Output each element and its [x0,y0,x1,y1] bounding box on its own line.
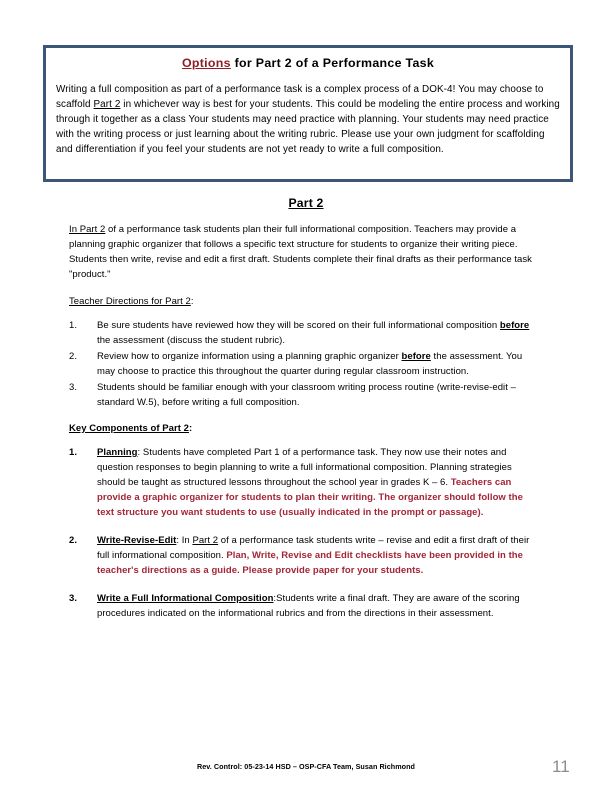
list-item-mid-underlined: Part 2 [192,535,219,546]
teacher-directions-label [69,294,541,309]
list-item-label: Write a Full Informational Composition [97,593,274,604]
list-item-number: 1. [69,320,78,331]
list-item-number: 3. [69,382,78,393]
list-item-red-text: Teachers can provide a graphic organizer for students to plan their writing. The organizer should follow the text structure you want students to use (usually indicated in the prompt or passage). [97,477,523,518]
list-item-number: 2. [69,535,78,546]
callout-body [46,71,570,157]
callout-title-emphasis: Options [181,56,231,70]
list-item-label: Planning [97,447,138,458]
main-content [69,222,541,634]
part2-section-heading: Part 2 [288,196,324,210]
callout-body-part1: Writing a full composition as part of a performance task is a complex process of a DOK-4! You may choose to scaffold [56,83,544,110]
intro-underlined-lead: In Part 2 [69,224,106,235]
list-item [69,445,541,520]
callout-box [43,45,573,182]
key-components-label-underlined: Key Components of Part 2 [69,423,189,434]
list-item-text-b: the assessment. You may choose to practice this throughout the quarter during regular classroom instruction. [97,351,523,377]
list-item-label-suffix: : [176,535,180,546]
list-item [69,318,541,348]
list-item-text-a: Review how to organize information using a planning graphic organizer [97,351,402,362]
list-item-text-a: Students should be familiar enough with your classroom writing process routine (write-revise-edit – standard W.5), before writing a full composition. [97,382,516,408]
list-item-label-suffix: : [137,447,141,458]
list-item [69,380,541,410]
list-item-label: Write-Revise-Edit [97,535,177,546]
list-item-label-suffix: : [273,593,277,604]
list-item-text-a: Be sure students have reviewed how they will be scored on their full informational composition [97,320,500,331]
key-components-label [69,421,541,436]
list-item-black-text: Students write a final draft. They are aware of the scoring procedures indicated on the informational rubrics and from the directions in their assessment. [97,593,520,619]
list-item [69,533,541,578]
page-number: 11 [552,757,570,776]
list-item-number: 1. [69,447,78,458]
list-item-red-text: Plan, Write, Revise and Edit checklists have been provided in the teacher's directions as a guide. Please provide paper for your students. [97,550,523,576]
list-item-text-b: the assessment (discuss the student rubric). [97,335,286,346]
list-item [69,591,541,621]
list-item [69,349,541,379]
list-item-black-text: Students have completed Part 1 of a performance task. They now use their notes and question responses to begin planning to write a full informational composition. Planning strategies should be taught as structured lessons throughout the school year in grades K – 6. [97,447,512,488]
list-item-text-underlined: before [499,320,530,331]
intro-paragraph [69,222,541,282]
list-item-text-underlined: before [401,351,431,362]
teacher-directions-list [69,318,541,410]
key-components-list [69,445,541,621]
list-item-number: 3. [69,593,78,604]
list-item-black-text: In [179,535,193,546]
callout-title [46,56,570,71]
callout-body-underlined-part2: Part 2 [93,98,121,110]
list-item-mid-text: of a performance task students write – revise and edit a first draft of their full informational composition. [97,535,530,561]
key-components-label-suffix: : [188,423,193,434]
footer-revision-note: Rev. Control: 05-23-14 HSD – OSP-CFA Team, Susan Richmond [197,762,415,771]
callout-title-rest: for Part 2 of a Performance Task [230,56,435,70]
teacher-directions-label-underlined: Teacher Directions for Part 2 [69,296,191,307]
list-item-number: 2. [69,351,78,362]
callout-body-part2: in whichever way is best for your students. This could be modeling the entire process and working through it together as a class Your students may need practice with planning. Your students may need practice with the writing process or just learning about the writing rubric. Please use your own judgment for scaffolding and differentiation if you feel your students are not yet ready to write a full composition. [56,98,560,156]
intro-paragraph-text: of a performance task students plan their full informational composition. Teachers may provide a planning graphic organizer that follows a specific text structure for students to organize their writing piece. Students then write, revise and edit a first draft. Students complete their final drafts as their performance task "product." [69,224,532,280]
teacher-directions-label-suffix: : [190,296,194,307]
